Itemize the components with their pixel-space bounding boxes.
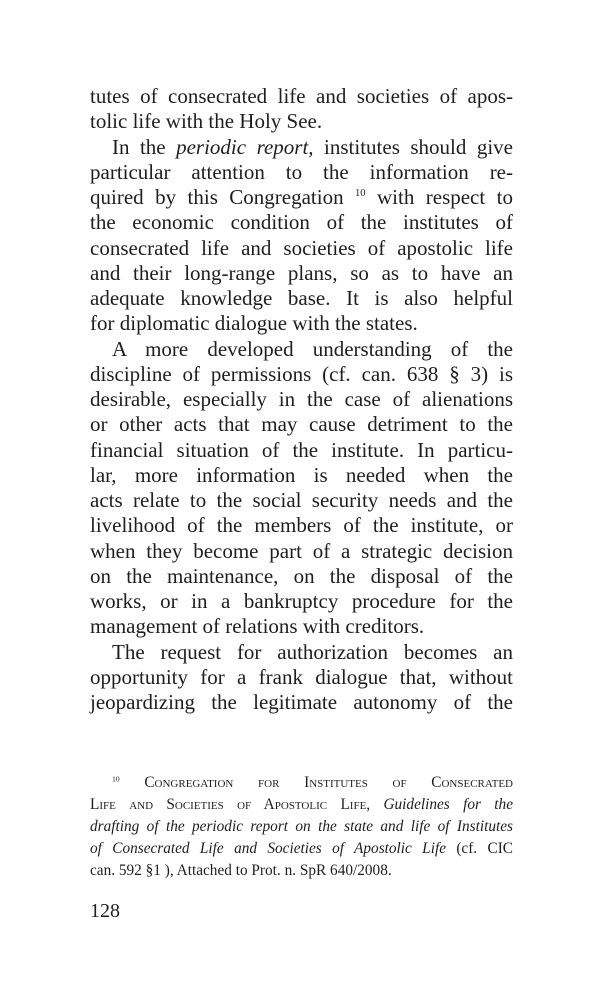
text-line bbox=[90, 513, 513, 538]
text-segment: when they become part of a strategic decision bbox=[90, 538, 513, 563]
text-line bbox=[90, 210, 513, 235]
footnote-10 bbox=[90, 772, 513, 882]
italic-text: Guidelines for the bbox=[383, 796, 513, 813]
text-segment: particular attention to the information re- bbox=[90, 159, 513, 184]
text-line bbox=[90, 690, 513, 715]
text-segment: jeopardizing the legitimate autonomy of the bbox=[90, 690, 513, 714]
text-segment: management of relations with creditors. bbox=[90, 614, 425, 639]
text-line bbox=[90, 463, 513, 488]
footnote-line bbox=[90, 838, 513, 860]
text-segment: livelihood of the members of the institute, or bbox=[90, 513, 513, 538]
text-segment: lar, more information is needed when the bbox=[90, 462, 513, 487]
footnote-line bbox=[90, 772, 513, 794]
italic-text: drafting of the periodic report on the state and life of Institutes bbox=[90, 818, 513, 835]
text-line bbox=[90, 109, 513, 134]
text-segment: opportunity for a frank dialogue that, without bbox=[90, 664, 513, 689]
footnote-marker: 10 bbox=[355, 188, 366, 200]
text-segment: institutes should give bbox=[313, 134, 513, 159]
text-segment: adequate knowledge base. It is also helpful bbox=[90, 286, 513, 310]
text-line bbox=[90, 135, 513, 160]
text-line bbox=[90, 84, 513, 109]
text-line bbox=[90, 261, 513, 286]
text-segment: on the maintenance, on the disposal of the bbox=[90, 563, 513, 588]
footnote-marker: 10 bbox=[112, 774, 120, 784]
text-segment: (cf. CIC bbox=[445, 840, 513, 857]
text-segment: desirable, especially in the case of alienations bbox=[90, 387, 513, 411]
text-segment: the economic condition of the institutes of bbox=[90, 210, 513, 235]
text-line bbox=[90, 387, 513, 412]
text-line bbox=[90, 438, 513, 463]
text-line bbox=[90, 236, 513, 261]
text-segment: tolic life with the Holy See. bbox=[90, 109, 323, 134]
small-caps-text: Congregation for Institutes of Consecrated bbox=[119, 774, 513, 791]
text-line bbox=[90, 539, 513, 564]
text-line bbox=[90, 185, 513, 210]
text-segment: In the bbox=[112, 134, 177, 159]
footnote-line bbox=[90, 816, 513, 838]
text-segment: or other acts that may cause detriment to the bbox=[90, 412, 513, 437]
text-segment: , bbox=[366, 796, 384, 813]
text-segment: can. 592 §1 ), Attached to Prot. n. SpR 640/2008. bbox=[90, 862, 392, 879]
text-segment: consecrated life and societies of apostolic life bbox=[90, 235, 513, 260]
text-segment: with respect to bbox=[365, 185, 513, 209]
italic-text: periodic report, bbox=[176, 134, 314, 159]
text-line bbox=[90, 665, 513, 690]
footnote-line bbox=[90, 794, 513, 816]
text-line bbox=[90, 564, 513, 589]
text-segment: tutes of consecrated life and societies of apos- bbox=[90, 84, 513, 108]
italic-text: of Consecrated Life and Societies of Apostolic Life bbox=[90, 840, 446, 857]
text-segment: quired by this Congregation bbox=[90, 185, 356, 209]
text-line bbox=[90, 589, 513, 614]
text-segment: A more developed understanding of the bbox=[112, 336, 513, 361]
text-segment: discipline of permissions (cf. can. 638 § 3) is bbox=[90, 361, 513, 386]
text-line bbox=[90, 286, 513, 311]
text-line bbox=[90, 412, 513, 437]
text-line bbox=[90, 640, 513, 665]
body-text bbox=[90, 84, 513, 715]
text-line bbox=[90, 311, 513, 336]
text-segment: and their long-range plans, so as to have an bbox=[90, 260, 513, 285]
text-segment: financial situation of the institute. In particu- bbox=[90, 437, 513, 462]
text-line bbox=[90, 362, 513, 387]
text-line bbox=[90, 337, 513, 362]
page-number: 128 bbox=[90, 900, 120, 922]
text-segment: The request for authorization becomes an bbox=[112, 639, 513, 664]
text-line bbox=[90, 160, 513, 185]
text-segment: acts relate to the social security needs and the bbox=[90, 488, 513, 512]
text-segment: works, or in a bankruptcy procedure for the bbox=[90, 589, 513, 613]
small-caps-text: Life and Societies of Apostolic Life bbox=[90, 796, 367, 813]
text-line bbox=[90, 614, 513, 639]
text-line bbox=[90, 488, 513, 513]
footnote-line bbox=[90, 860, 513, 882]
text-segment: for diplomatic dialogue with the states. bbox=[90, 311, 418, 336]
